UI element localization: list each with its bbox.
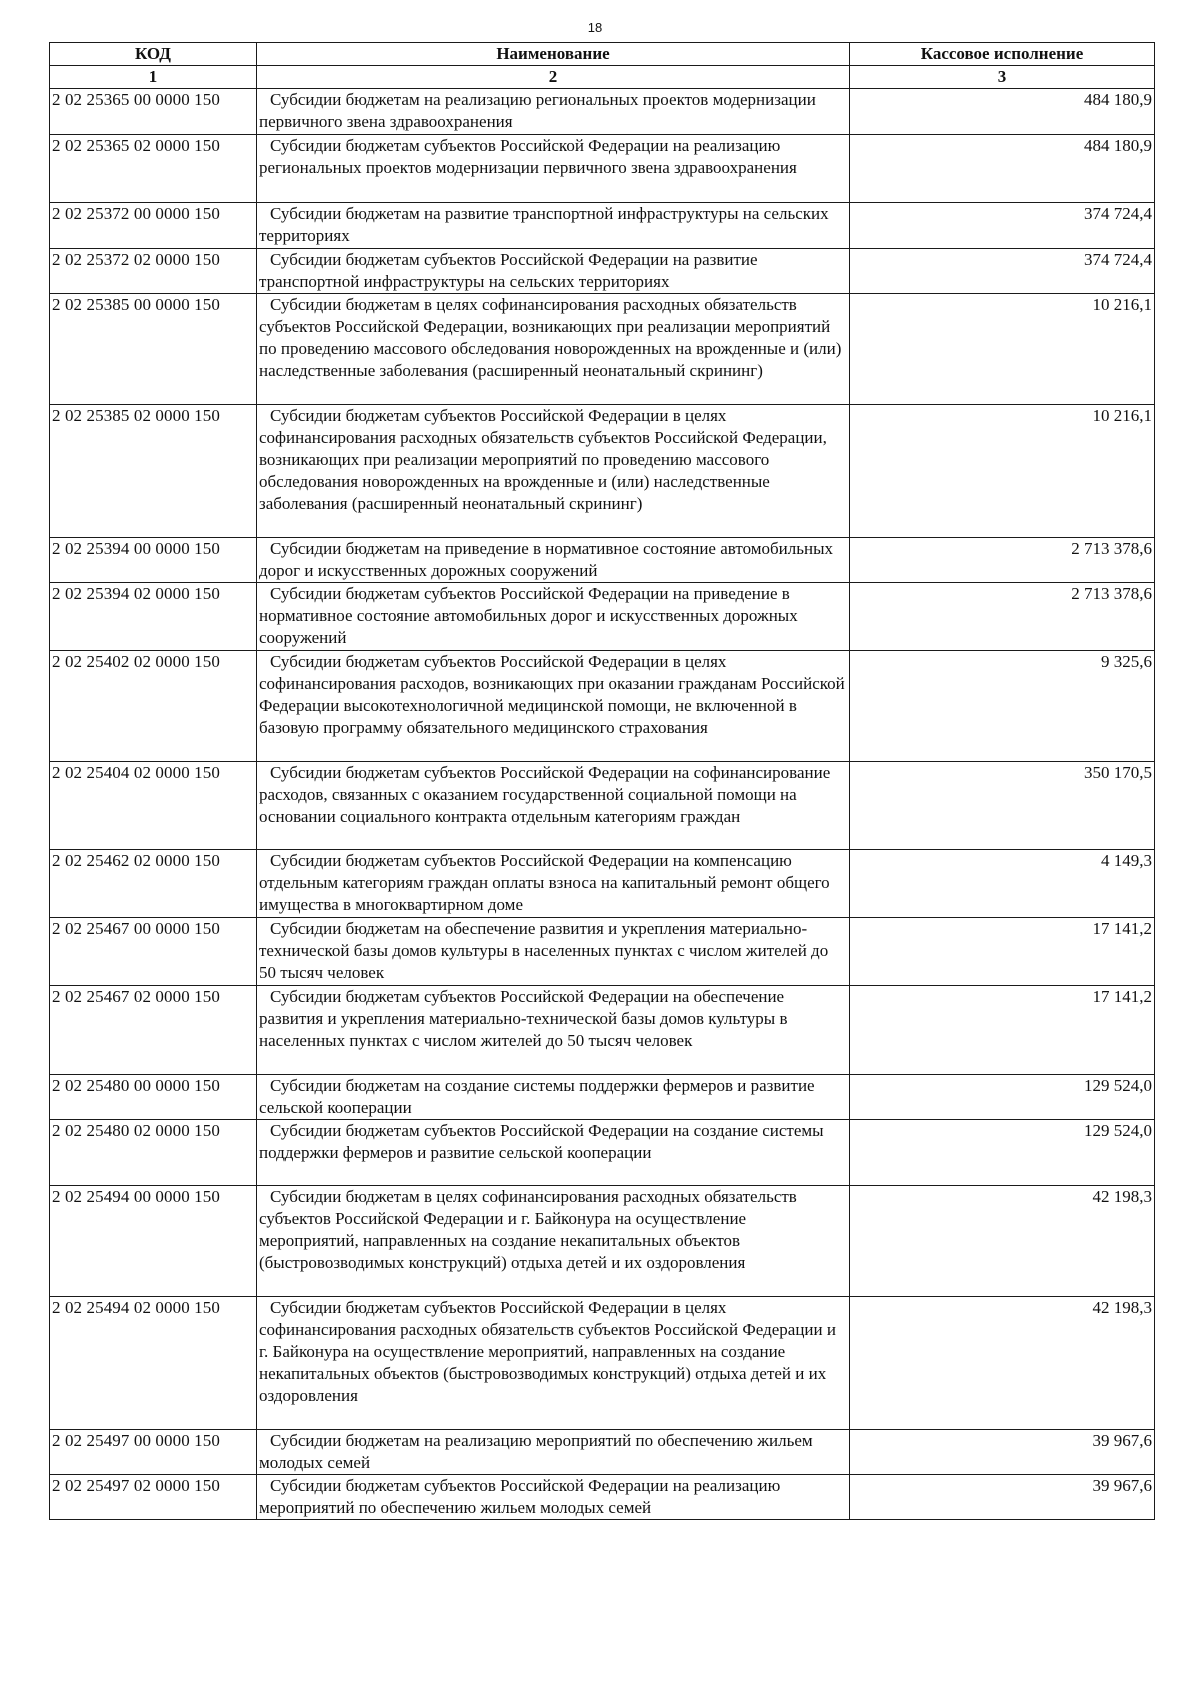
row-amount: 374 724,4 (850, 203, 1155, 249)
row-amount: 2 713 378,6 (850, 538, 1155, 583)
row-name (257, 294, 850, 405)
row-code: 2 02 25372 02 0000 150 (50, 249, 257, 294)
row-code: 2 02 25385 02 0000 150 (50, 405, 257, 538)
row-name-text: Субсидии бюджетам субъектов Российской Федерации на компенсацию отдельным категориям граждан оплаты взноса на капитальный ремонт общего имущества в многоквартирном доме (259, 851, 830, 914)
row-name-text: Субсидии бюджетам на приведение в нормативное состояние автомобильных дорог и искусственных дорожных сооружений (259, 539, 834, 580)
column-number-row (50, 66, 1155, 89)
row-amount: 2 713 378,6 (850, 583, 1155, 651)
row-name (257, 918, 850, 986)
table-row (50, 651, 1155, 762)
row-name-text: Субсидии бюджетам субъектов Российской Федерации в целях софинансирования расходов, возникающих при оказании гражданам Российской Федерации высокотехнологичной медицинской помощи, не включенной в базовую программу обязательного медицинского страхования (259, 652, 845, 737)
row-code: 2 02 25402 02 0000 150 (50, 651, 257, 762)
row-amount: 4 149,3 (850, 850, 1155, 918)
table-row (50, 249, 1155, 294)
row-amount: 9 325,6 (850, 651, 1155, 762)
row-amount: 39 967,6 (850, 1475, 1155, 1520)
row-name-text: Субсидии бюджетам субъектов Российской Федерации в целях софинансирования расходных обязательств субъектов Российской Федерации и г. Байконура на осуществление мероприятий, направленных на создание некапитальных объектов (быстровозводимых конструкций) отдыха детей и их оздоровления (259, 1298, 836, 1405)
row-name-text: Субсидии бюджетам субъектов Российской Федерации на развитие транспортной инфраструктуры на сельских территориях (259, 250, 758, 291)
table-row (50, 850, 1155, 918)
row-name-text: Субсидии бюджетам на развитие транспортной инфраструктуры на сельских территориях (259, 204, 829, 245)
row-name-text: Субсидии бюджетам субъектов Российской Федерации в целях софинансирования расходных обязательств субъектов Российской Федерации, возникающих при реализации мероприятий по проведению массового обследования новорожденных на врожденные и (или) наследственные заболевания (расширенный неонатальный скрининг) (259, 406, 827, 513)
row-name (257, 249, 850, 294)
row-name (257, 89, 850, 135)
table-body (50, 89, 1155, 1520)
row-name-text: Субсидии бюджетам субъектов Российской Федерации на реализацию мероприятий по обеспечению жильем молодых семей (259, 1476, 781, 1517)
row-code: 2 02 25497 00 0000 150 (50, 1430, 257, 1475)
table-row (50, 918, 1155, 986)
table-row (50, 203, 1155, 249)
table-row (50, 1186, 1155, 1297)
page-number: 18 (587, 20, 603, 35)
row-amount: 10 216,1 (850, 405, 1155, 538)
row-name-text: Субсидии бюджетам на реализацию мероприятий по обеспечению жильем молодых семей (259, 1431, 813, 1472)
row-name (257, 850, 850, 918)
table-row (50, 1075, 1155, 1120)
row-name-text: Субсидии бюджетам на обеспечение развития и укрепления материально-технической базы домов культуры в населенных пунктах с числом жителей до 50 тысяч человек (259, 919, 829, 982)
row-code: 2 02 25494 00 0000 150 (50, 1186, 257, 1297)
row-name (257, 135, 850, 203)
row-name (257, 1475, 850, 1520)
row-name (257, 1075, 850, 1120)
table-row (50, 583, 1155, 651)
row-amount: 17 141,2 (850, 986, 1155, 1075)
row-amount: 484 180,9 (850, 135, 1155, 203)
row-amount: 129 524,0 (850, 1120, 1155, 1186)
row-code: 2 02 25480 02 0000 150 (50, 1120, 257, 1186)
table-row (50, 405, 1155, 538)
row-name-text: Субсидии бюджетам на создание системы поддержки фермеров и развитие сельской кооперации (259, 1076, 815, 1117)
row-code: 2 02 25467 00 0000 150 (50, 918, 257, 986)
budget-table (49, 42, 1155, 1520)
table-row (50, 1297, 1155, 1430)
row-amount: 39 967,6 (850, 1430, 1155, 1475)
row-amount: 42 198,3 (850, 1297, 1155, 1430)
row-name (257, 1430, 850, 1475)
row-code: 2 02 25467 02 0000 150 (50, 986, 257, 1075)
header-row (50, 43, 1155, 66)
column-header-code: КОД (50, 43, 257, 66)
row-name-text: Субсидии бюджетам в целях софинансирования расходных обязательств субъектов Российской Федерации и г. Байконура на осуществление мероприятий, направленных на создание некапитальных объектов (быстровозводимых конструкций) отдыха детей и их оздоровления (259, 1187, 797, 1272)
row-code: 2 02 25365 02 0000 150 (50, 135, 257, 203)
row-code: 2 02 25404 02 0000 150 (50, 762, 257, 850)
table-row (50, 294, 1155, 405)
row-code: 2 02 25462 02 0000 150 (50, 850, 257, 918)
table-row (50, 89, 1155, 135)
row-code: 2 02 25372 00 0000 150 (50, 203, 257, 249)
column-number-name: 2 (257, 66, 850, 89)
row-code: 2 02 25480 00 0000 150 (50, 1075, 257, 1120)
row-name (257, 203, 850, 249)
table-row (50, 1430, 1155, 1475)
table-row (50, 538, 1155, 583)
row-name (257, 405, 850, 538)
column-number-amount: 3 (850, 66, 1155, 89)
table-row (50, 135, 1155, 203)
row-name (257, 1186, 850, 1297)
row-code: 2 02 25494 02 0000 150 (50, 1297, 257, 1430)
column-number-code: 1 (50, 66, 257, 89)
row-name-text: Субсидии бюджетам субъектов Российской Федерации на создание системы поддержки фермеров и развитие сельской кооперации (259, 1121, 824, 1162)
column-header-amount: Кассовое исполнение (850, 43, 1155, 66)
row-code: 2 02 25365 00 0000 150 (50, 89, 257, 135)
row-amount: 42 198,3 (850, 1186, 1155, 1297)
row-code: 2 02 25497 02 0000 150 (50, 1475, 257, 1520)
row-name-text: Субсидии бюджетам в целях софинансирования расходных обязательств субъектов Российской Федерации, возникающих при реализации мероприятий по проведению массового обследования новорожденных на врожденные и (или) наследственные заболевания (расширенный неонатальный скрининг) (259, 295, 842, 380)
row-name-text: Субсидии бюджетам субъектов Российской Федерации на приведение в нормативное состояние автомобильных дорог и искусственных дорожных сооружений (259, 584, 798, 647)
row-name-text: Субсидии бюджетам субъектов Российской Федерации на софинансирование расходов, связанных с оказанием государственной социальной помощи на основании социального контракта отдельным категориям граждан (259, 763, 831, 826)
row-name (257, 1297, 850, 1430)
row-name (257, 538, 850, 583)
column-header-name: Наименование (257, 43, 850, 66)
row-name-text: Субсидии бюджетам субъектов Российской Федерации на обеспечение развития и укрепления материально-технической базы домов культуры в населенных пунктах с числом жителей до 50 тысяч человек (259, 987, 788, 1050)
row-amount: 484 180,9 (850, 89, 1155, 135)
table-row (50, 1120, 1155, 1186)
row-name-text: Субсидии бюджетам на реализацию региональных проектов модернизации первичного звена здравоохранения (259, 90, 816, 131)
row-name (257, 651, 850, 762)
row-amount: 17 141,2 (850, 918, 1155, 986)
row-name (257, 583, 850, 651)
row-name-text: Субсидии бюджетам субъектов Российской Федерации на реализацию региональных проектов модернизации первичного звена здравоохранения (259, 136, 797, 177)
row-amount: 374 724,4 (850, 249, 1155, 294)
row-code: 2 02 25385 00 0000 150 (50, 294, 257, 405)
row-amount: 350 170,5 (850, 762, 1155, 850)
row-code: 2 02 25394 02 0000 150 (50, 583, 257, 651)
row-code: 2 02 25394 00 0000 150 (50, 538, 257, 583)
row-amount: 129 524,0 (850, 1075, 1155, 1120)
row-name (257, 762, 850, 850)
table-row (50, 1475, 1155, 1520)
row-name (257, 1120, 850, 1186)
table-row (50, 762, 1155, 850)
table-row (50, 986, 1155, 1075)
row-name (257, 986, 850, 1075)
row-amount: 10 216,1 (850, 294, 1155, 405)
